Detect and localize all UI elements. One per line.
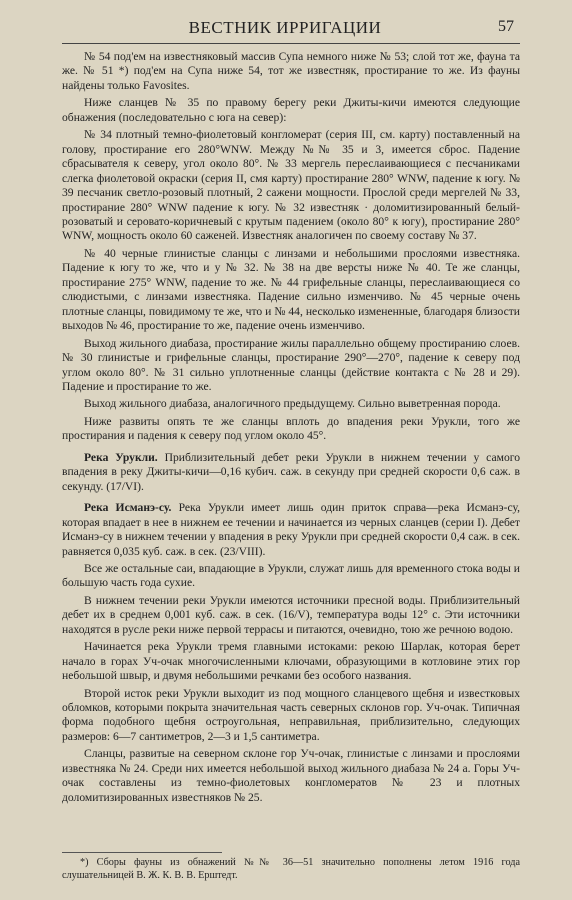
- paragraph: Ниже сланцев № 35 по правому берегу реки Джиты-кичи имеются следующие обнажения (последовательно с юга на север):: [62, 96, 520, 124]
- body-text: [62, 50, 520, 808]
- paragraph: Сланцы, развитые на северном склоне гор Уч-очак, глинистые с линзами и прослоями известняка № 24. Среди них имеется небольшой выход жильного диабаза № 24 а. Горы Уч-очак составлены из темно-фиолетовых конгломератов № 23 и плотных доломитизированных известняков № 25.: [62, 747, 520, 804]
- paragraph-text: Приблизительный дебет реки Урукли в нижнем течении у самого впадения в реку Джиты-кичи—0,16 кубич. саж. в секунду при средней скорости 0,6 саж. в секунду. (17/VI).: [62, 450, 521, 493]
- paragraph: Начинается река Урукли тремя главными истоками: рекою Шарлак, которая берет начало в горах Уч-очак многочисленными ключами, образующими в котловине этих гор небольшой швыр, и двумя небольшими речками без особого названия.: [62, 640, 520, 683]
- footnote: *) Сборы фауны из обнажений №№ 36—51 значительно пополнены летом 1916 года слушательницей В. Ж. К. В. В. Ерштедт.: [62, 857, 520, 881]
- page-header: [0, 18, 572, 38]
- paragraph: № 54 под'ем на известняковый массив Супа немного ниже № 53; слой тот же, фауна та же. № 51 *) под'ем на Супа ниже 54, тот же известняк, простирание то же. Из фауны найдены только Favosites.: [62, 50, 520, 92]
- paragraph: Все же остальные саи, впадающие в Урукли, служат лишь для временного стока воды и большую часть года сухие.: [62, 561, 520, 590]
- river-name: Река Урукли.: [84, 450, 158, 464]
- running-title: ВЕСТНИК ИРРИГАЦИИ: [188, 18, 382, 37]
- paragraph-text: Река Урукли имеет лишь один приток справа—река Исманэ-су, которая впадает в нее в нижнем ее течении и начинается из черных сланцев (серии I). Дебет Исманэ-су в нижнем течении у впадения в реку Урукли при средней скорости 0,4 саж. в сек. равняется 0,035 куб. саж. в сек. (23/VIII).: [62, 501, 520, 558]
- paragraph: В нижнем течении реки Урукли имеются источники пресной воды. Приблизительный дебет их в среднем 0,001 куб. саж. в сек. (16/V), температура воды 12° с. Эти источники находятся в русле реки ниже первой террасы и питаются, очевидно, тою же речною водою.: [62, 593, 520, 636]
- paragraph: № 34 плотный темно-фиолетовый конгломерат (серия III, см. карту) поставленный на голову, простирание его 280°WNW. Между №№ 35 и 3, имеется сброс. Падение сбрасывателя к северу, угол около 80°. № 33 мергель переслаивающиеся с песчаниками слегка фиолетовой окраски (серия II, смя карту) простирание 280° WNW, падение к югу. № 39 песчаник светло-розовый плотный, 2 сажени мощности. Прослой среди мергелей № 33, простирание 280° WNW падение к югу. № 32 известняк · доломитизированный белый-розоватый и серовато-коричневый с крутым падением (около 80° к югу), простирание 280° WNW, мощность около 60 саженей. Известняк аналогичен по своему составу № 37.: [62, 128, 520, 243]
- paragraph: № 40 черные глинистые сланцы с линзами и небольшими прослоями известняка. Падение к югу то же, что и у № 32. № 38 на две версты ниже № 40. Те же сланцы, простирание 275° WNW, падение то же. № 44 грифельные сланцы, переслаивающиеся со слюдистыми, с линзами известняка. Падение сильно изменчиво. № 45 черные очень плотные сланцы, повидимому те же, что и № 44, несколько измененные, благодаря близости выходов № 46, простирание то же, падение очень изменчиво.: [62, 246, 520, 333]
- header-rule: [62, 43, 520, 44]
- paragraph-urukli: [62, 451, 520, 494]
- paragraph: Выход жильного диабаза, простирание жилы параллельно общему простиранию слоев. № 30 глинистые и грифельные сланцы, простирание 290°—270°, падение к северу под углом около 80°. № 31 сильно уплотненные сланцы (действие контакта с № 28 и 29). Падение и простирание то же.: [62, 336, 520, 393]
- paragraph-ismane-su: [62, 501, 520, 559]
- paragraph: Второй исток реки Урукли выходит из под мощного сланцевого щебня и известковых обломков, которыми покрыта значительная часть северных склонов гор. Уч-очак. Типичная форма подобного щебня остроугольная, неправильная, приблизительно, следующих размеров: 6—7 сантиметров, 2—3 и 1,5 сантиметра.: [62, 686, 520, 743]
- paragraph: Ниже развиты опять те же сланцы вплоть до впадения реки Урукли, того же простирания и падения к северу под углом около 45°.: [62, 414, 520, 443]
- page-number: 57: [498, 18, 514, 35]
- river-name: Река Исманэ-су.: [84, 501, 172, 515]
- paragraph: Выход жильного диабаза, аналогичного предыдущему. Сильно выветренная порода.: [84, 397, 501, 411]
- footnote-rule: [62, 852, 222, 853]
